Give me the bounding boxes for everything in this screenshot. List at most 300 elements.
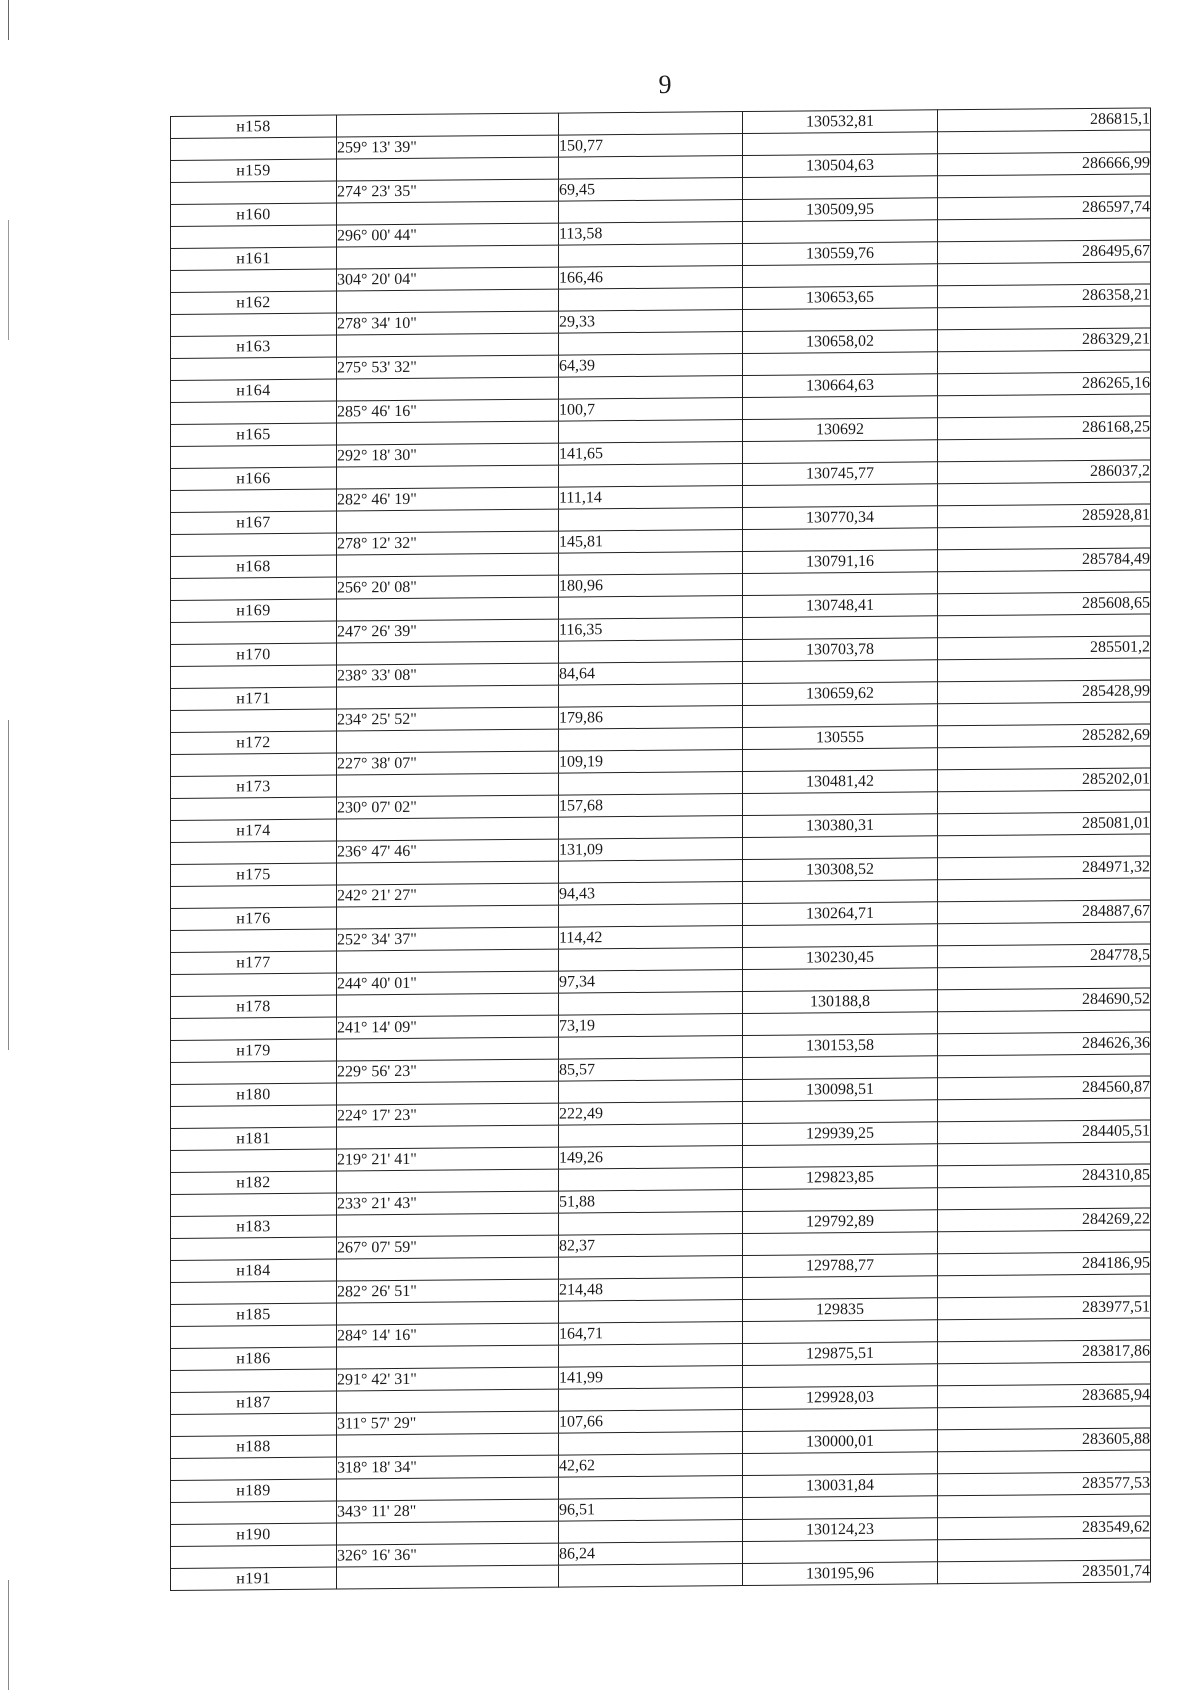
angle-cell xyxy=(337,773,559,797)
angle-cell: 284° 14' 16" xyxy=(337,1323,559,1347)
length-cell xyxy=(559,596,743,620)
length-cell: 150,77 xyxy=(559,134,743,158)
length-cell xyxy=(559,992,743,1016)
y-coordinate-cell xyxy=(938,1450,1151,1474)
y-coordinate-cell xyxy=(938,394,1151,418)
length-cell: 86,24 xyxy=(559,1542,743,1566)
length-cell: 64,39 xyxy=(559,354,743,378)
y-coordinate-cell: 284971,32 xyxy=(938,856,1151,880)
length-cell xyxy=(559,728,743,752)
angle-cell: 236° 47' 46" xyxy=(337,839,559,863)
length-cell xyxy=(559,1476,743,1500)
y-coordinate-cell: 284626,36 xyxy=(938,1032,1151,1056)
angle-cell: 282° 46' 19" xyxy=(337,487,559,511)
x-coordinate-cell xyxy=(743,1144,938,1168)
x-coordinate-cell xyxy=(743,748,938,772)
angle-cell xyxy=(337,685,559,709)
length-cell: 166,46 xyxy=(559,266,743,290)
angle-cell xyxy=(337,509,559,533)
angle-cell: 282° 26' 51" xyxy=(337,1279,559,1303)
x-coordinate-cell: 130692 xyxy=(743,418,938,442)
point-name-cell: н185 xyxy=(171,1303,337,1326)
x-coordinate-cell xyxy=(743,968,938,992)
point-name-cell: н191 xyxy=(171,1567,337,1590)
point-name-cell xyxy=(171,1325,337,1348)
y-coordinate-cell: 284887,67 xyxy=(938,900,1151,924)
x-coordinate-cell xyxy=(743,132,938,156)
length-cell xyxy=(559,1344,743,1368)
y-coordinate-cell: 285428,99 xyxy=(938,680,1151,704)
length-cell: 84,64 xyxy=(559,662,743,686)
length-cell: 107,66 xyxy=(559,1410,743,1434)
y-coordinate-cell xyxy=(938,306,1151,330)
angle-cell: 242° 21' 27" xyxy=(337,883,559,907)
y-coordinate-cell xyxy=(938,966,1151,990)
point-name-cell xyxy=(171,313,337,336)
angle-cell xyxy=(337,201,559,225)
x-coordinate-cell: 130745,77 xyxy=(743,462,938,486)
point-name-cell xyxy=(171,1457,337,1480)
x-coordinate-cell xyxy=(743,1452,938,1476)
x-coordinate-cell: 130664,63 xyxy=(743,374,938,398)
y-coordinate-cell xyxy=(938,482,1151,506)
y-coordinate-cell: 284778,5 xyxy=(938,944,1151,968)
point-name-cell xyxy=(171,1149,337,1172)
angle-cell: 278° 34' 10" xyxy=(337,311,559,335)
angle-cell xyxy=(337,1565,559,1589)
x-coordinate-cell: 130031,84 xyxy=(743,1474,938,1498)
length-cell xyxy=(559,552,743,576)
x-coordinate-cell xyxy=(743,1056,938,1080)
x-coordinate-cell xyxy=(743,176,938,200)
point-name-cell: н158 xyxy=(171,115,337,138)
x-coordinate-cell: 130555 xyxy=(743,726,938,750)
x-coordinate-cell: 130098,51 xyxy=(743,1078,938,1102)
length-cell xyxy=(559,112,743,136)
length-cell xyxy=(559,772,743,796)
y-coordinate-cell xyxy=(938,1318,1151,1342)
point-name-cell xyxy=(171,973,337,996)
point-name-cell xyxy=(171,489,337,512)
point-name-cell xyxy=(171,137,337,160)
point-name-cell xyxy=(171,269,337,292)
angle-cell: 275° 53' 32" xyxy=(337,355,559,379)
angle-cell: 219° 21' 41" xyxy=(337,1147,559,1171)
point-name-cell: н159 xyxy=(171,159,337,182)
point-name-cell xyxy=(171,621,337,644)
point-name-cell xyxy=(171,929,337,952)
angle-cell xyxy=(337,1169,559,1193)
y-coordinate-cell: 286495,67 xyxy=(938,240,1151,264)
angle-cell xyxy=(337,1301,559,1325)
length-cell: 82,37 xyxy=(559,1234,743,1258)
point-name-cell xyxy=(171,225,337,248)
length-cell: 51,88 xyxy=(559,1190,743,1214)
x-coordinate-cell: 130124,23 xyxy=(743,1518,938,1542)
point-name-cell: н168 xyxy=(171,555,337,578)
length-cell xyxy=(559,288,743,312)
angle-cell xyxy=(337,1257,559,1281)
length-cell xyxy=(559,376,743,400)
x-coordinate-cell xyxy=(743,1232,938,1256)
length-cell: 179,86 xyxy=(559,706,743,730)
y-coordinate-cell xyxy=(938,1186,1151,1210)
y-coordinate-cell: 286597,74 xyxy=(938,196,1151,220)
angle-cell xyxy=(337,377,559,401)
y-coordinate-cell xyxy=(938,834,1151,858)
length-cell: 157,68 xyxy=(559,794,743,818)
length-cell: 100,7 xyxy=(559,398,743,422)
y-coordinate-cell xyxy=(938,658,1151,682)
x-coordinate-cell xyxy=(743,616,938,640)
length-cell: 180,96 xyxy=(559,574,743,598)
x-coordinate-cell: 130188,8 xyxy=(743,990,938,1014)
point-name-cell: н182 xyxy=(171,1171,337,1194)
point-name-cell xyxy=(171,577,337,600)
angle-cell: 241° 14' 09" xyxy=(337,1015,559,1039)
length-cell: 42,62 xyxy=(559,1454,743,1478)
y-coordinate-cell: 283501,74 xyxy=(938,1560,1151,1584)
point-name-cell: н177 xyxy=(171,951,337,974)
angle-cell xyxy=(337,861,559,885)
point-name-cell: н188 xyxy=(171,1435,337,1458)
point-name-cell xyxy=(171,1061,337,1084)
length-cell xyxy=(559,1256,743,1280)
length-cell: 145,81 xyxy=(559,530,743,554)
y-coordinate-cell xyxy=(938,1098,1151,1122)
length-cell xyxy=(559,332,743,356)
point-name-cell xyxy=(171,1501,337,1524)
length-cell: 141,65 xyxy=(559,442,743,466)
x-coordinate-cell: 130195,96 xyxy=(743,1562,938,1586)
length-cell: 116,35 xyxy=(559,618,743,642)
x-coordinate-cell: 130230,45 xyxy=(743,946,938,970)
angle-cell: 224° 17' 23" xyxy=(337,1103,559,1127)
point-name-cell xyxy=(171,709,337,732)
point-name-cell: н176 xyxy=(171,907,337,930)
angle-cell xyxy=(337,949,559,973)
angle-cell: 238° 33' 08" xyxy=(337,663,559,687)
x-coordinate-cell: 130481,42 xyxy=(743,770,938,794)
y-coordinate-cell: 283549,62 xyxy=(938,1516,1151,1540)
x-coordinate-cell: 130658,02 xyxy=(743,330,938,354)
y-coordinate-cell: 285928,81 xyxy=(938,504,1151,528)
length-cell xyxy=(559,1564,743,1588)
y-coordinate-cell: 283685,94 xyxy=(938,1384,1151,1408)
x-coordinate-cell: 129875,51 xyxy=(743,1342,938,1366)
point-name-cell: н160 xyxy=(171,203,337,226)
point-name-cell: н187 xyxy=(171,1391,337,1414)
angle-cell xyxy=(337,597,559,621)
y-coordinate-cell xyxy=(938,174,1151,198)
y-coordinate-cell xyxy=(938,1538,1151,1562)
x-coordinate-cell xyxy=(743,1188,938,1212)
y-coordinate-cell xyxy=(938,702,1151,726)
point-name-cell: н175 xyxy=(171,863,337,886)
x-coordinate-cell: 130770,34 xyxy=(743,506,938,530)
angle-cell xyxy=(337,1037,559,1061)
scan-edge-mark xyxy=(8,720,9,1050)
coordinates-table-body xyxy=(171,108,1151,1591)
length-cell: 149,26 xyxy=(559,1146,743,1170)
angle-cell xyxy=(337,421,559,445)
point-name-cell xyxy=(171,1281,337,1304)
y-coordinate-cell xyxy=(938,1230,1151,1254)
angle-cell: 252° 34' 37" xyxy=(337,927,559,951)
angle-cell: 285° 46' 16" xyxy=(337,399,559,423)
y-coordinate-cell: 285282,69 xyxy=(938,724,1151,748)
angle-cell xyxy=(337,1433,559,1457)
angle-cell xyxy=(337,465,559,489)
length-cell xyxy=(559,816,743,840)
x-coordinate-cell xyxy=(743,1540,938,1564)
length-cell: 164,71 xyxy=(559,1322,743,1346)
length-cell xyxy=(559,1520,743,1544)
length-cell: 97,34 xyxy=(559,970,743,994)
point-name-cell xyxy=(171,533,337,556)
length-cell: 96,51 xyxy=(559,1498,743,1522)
x-coordinate-cell xyxy=(743,1012,938,1036)
point-name-cell xyxy=(171,1105,337,1128)
length-cell xyxy=(559,420,743,444)
y-coordinate-cell: 284690,52 xyxy=(938,988,1151,1012)
point-name-cell xyxy=(171,181,337,204)
point-name-cell: н189 xyxy=(171,1479,337,1502)
x-coordinate-cell: 130703,78 xyxy=(743,638,938,662)
y-coordinate-cell: 286329,21 xyxy=(938,328,1151,352)
length-cell: 114,42 xyxy=(559,926,743,950)
point-name-cell: н169 xyxy=(171,599,337,622)
y-coordinate-cell xyxy=(938,1406,1151,1430)
x-coordinate-cell xyxy=(743,264,938,288)
x-coordinate-cell: 130532,81 xyxy=(743,110,938,134)
angle-cell xyxy=(337,1213,559,1237)
angle-cell: 234° 25' 52" xyxy=(337,707,559,731)
x-coordinate-cell: 130000,01 xyxy=(743,1430,938,1454)
x-coordinate-cell xyxy=(743,1320,938,1344)
angle-cell xyxy=(337,641,559,665)
point-name-cell xyxy=(171,1545,337,1568)
angle-cell xyxy=(337,1521,559,1545)
y-coordinate-cell xyxy=(938,1142,1151,1166)
point-name-cell xyxy=(171,1413,337,1436)
angle-cell xyxy=(337,1389,559,1413)
y-coordinate-cell xyxy=(938,614,1151,638)
y-coordinate-cell: 284405,51 xyxy=(938,1120,1151,1144)
point-name-cell: н183 xyxy=(171,1215,337,1238)
angle-cell: 318° 18' 34" xyxy=(337,1455,559,1479)
y-coordinate-cell: 283977,51 xyxy=(938,1296,1151,1320)
point-name-cell: н190 xyxy=(171,1523,337,1546)
x-coordinate-cell xyxy=(743,880,938,904)
y-coordinate-cell xyxy=(938,1010,1151,1034)
y-coordinate-cell: 284186,95 xyxy=(938,1252,1151,1276)
x-coordinate-cell: 129928,03 xyxy=(743,1386,938,1410)
y-coordinate-cell: 284560,87 xyxy=(938,1076,1151,1100)
angle-cell xyxy=(337,553,559,577)
point-name-cell: н163 xyxy=(171,335,337,358)
y-coordinate-cell xyxy=(938,878,1151,902)
y-coordinate-cell xyxy=(938,438,1151,462)
y-coordinate-cell: 286666,99 xyxy=(938,152,1151,176)
length-cell xyxy=(559,948,743,972)
angle-cell: 326° 16' 36" xyxy=(337,1543,559,1567)
x-coordinate-cell: 129939,25 xyxy=(743,1122,938,1146)
length-cell: 113,58 xyxy=(559,222,743,246)
angle-cell: 304° 20' 04" xyxy=(337,267,559,291)
length-cell: 29,33 xyxy=(559,310,743,334)
length-cell: 109,19 xyxy=(559,750,743,774)
y-coordinate-cell: 285608,65 xyxy=(938,592,1151,616)
x-coordinate-cell xyxy=(743,1408,938,1432)
x-coordinate-cell: 130559,76 xyxy=(743,242,938,266)
point-name-cell: н161 xyxy=(171,247,337,270)
x-coordinate-cell: 129792,89 xyxy=(743,1210,938,1234)
y-coordinate-cell: 283817,86 xyxy=(938,1340,1151,1364)
point-name-cell: н170 xyxy=(171,643,337,666)
length-cell xyxy=(559,684,743,708)
x-coordinate-cell xyxy=(743,440,938,464)
y-coordinate-cell: 283605,88 xyxy=(938,1428,1151,1452)
y-coordinate-cell: 283577,53 xyxy=(938,1472,1151,1496)
point-name-cell: н181 xyxy=(171,1127,337,1150)
x-coordinate-cell: 130504,63 xyxy=(743,154,938,178)
point-name-cell xyxy=(171,797,337,820)
length-cell xyxy=(559,860,743,884)
length-cell xyxy=(559,1212,743,1236)
point-name-cell: н162 xyxy=(171,291,337,314)
y-coordinate-cell: 285081,01 xyxy=(938,812,1151,836)
length-cell: 131,09 xyxy=(559,838,743,862)
point-name-cell: н164 xyxy=(171,379,337,402)
x-coordinate-cell: 130264,71 xyxy=(743,902,938,926)
angle-cell: 291° 42' 31" xyxy=(337,1367,559,1391)
y-coordinate-cell xyxy=(938,1054,1151,1078)
x-coordinate-cell xyxy=(743,308,938,332)
point-name-cell: н174 xyxy=(171,819,337,842)
x-coordinate-cell: 130509,95 xyxy=(743,198,938,222)
length-cell: 69,45 xyxy=(559,178,743,202)
x-coordinate-cell: 129835 xyxy=(743,1298,938,1322)
x-coordinate-cell: 130791,16 xyxy=(743,550,938,574)
x-coordinate-cell xyxy=(743,484,938,508)
y-coordinate-cell: 286815,1 xyxy=(938,108,1151,132)
length-cell: 94,43 xyxy=(559,882,743,906)
point-name-cell xyxy=(171,885,337,908)
x-coordinate-cell: 130653,65 xyxy=(743,286,938,310)
y-coordinate-cell: 286358,21 xyxy=(938,284,1151,308)
length-cell: 141,99 xyxy=(559,1366,743,1390)
y-coordinate-cell xyxy=(938,790,1151,814)
y-coordinate-cell xyxy=(938,1274,1151,1298)
length-cell xyxy=(559,244,743,268)
x-coordinate-cell: 130380,31 xyxy=(743,814,938,838)
page-number: 9 xyxy=(658,70,672,99)
angle-cell: 292° 18' 30" xyxy=(337,443,559,467)
point-name-cell xyxy=(171,753,337,776)
angle-cell xyxy=(337,333,559,357)
point-name-cell xyxy=(171,841,337,864)
length-cell: 214,48 xyxy=(559,1278,743,1302)
length-cell xyxy=(559,1080,743,1104)
x-coordinate-cell xyxy=(743,396,938,420)
coordinates-table xyxy=(170,107,1151,1591)
y-coordinate-cell: 284269,22 xyxy=(938,1208,1151,1232)
angle-cell xyxy=(337,1477,559,1501)
y-coordinate-cell xyxy=(938,262,1151,286)
angle-cell: 229° 56' 23" xyxy=(337,1059,559,1083)
angle-cell: 230° 07' 02" xyxy=(337,795,559,819)
x-coordinate-cell xyxy=(743,1276,938,1300)
x-coordinate-cell: 130308,52 xyxy=(743,858,938,882)
scan-edge-mark xyxy=(8,220,9,340)
y-coordinate-cell xyxy=(938,526,1151,550)
length-cell xyxy=(559,200,743,224)
angle-cell: 278° 12' 32" xyxy=(337,531,559,555)
length-cell: 111,14 xyxy=(559,486,743,510)
angle-cell xyxy=(337,1345,559,1369)
length-cell: 73,19 xyxy=(559,1014,743,1038)
y-coordinate-cell xyxy=(938,922,1151,946)
length-cell xyxy=(559,904,743,928)
point-name-cell: н171 xyxy=(171,687,337,710)
angle-cell: 274° 23' 35" xyxy=(337,179,559,203)
angle-cell xyxy=(337,1125,559,1149)
angle-cell: 247° 26' 39" xyxy=(337,619,559,643)
y-coordinate-cell xyxy=(938,130,1151,154)
length-cell xyxy=(559,508,743,532)
x-coordinate-cell: 130748,41 xyxy=(743,594,938,618)
point-name-cell: н166 xyxy=(171,467,337,490)
point-name-cell xyxy=(171,401,337,424)
x-coordinate-cell xyxy=(743,1364,938,1388)
angle-cell xyxy=(337,289,559,313)
length-cell xyxy=(559,1432,743,1456)
length-cell xyxy=(559,156,743,180)
y-coordinate-cell: 285202,01 xyxy=(938,768,1151,792)
x-coordinate-cell xyxy=(743,792,938,816)
x-coordinate-cell xyxy=(743,1496,938,1520)
y-coordinate-cell: 284310,85 xyxy=(938,1164,1151,1188)
scan-edge-mark xyxy=(8,0,9,40)
length-cell xyxy=(559,1036,743,1060)
point-name-cell: н186 xyxy=(171,1347,337,1370)
length-cell xyxy=(559,1124,743,1148)
point-name-cell xyxy=(171,665,337,688)
x-coordinate-cell xyxy=(743,836,938,860)
y-coordinate-cell: 286037,2 xyxy=(938,460,1151,484)
angle-cell xyxy=(337,113,559,137)
x-coordinate-cell: 130153,58 xyxy=(743,1034,938,1058)
y-coordinate-cell xyxy=(938,218,1151,242)
angle-cell xyxy=(337,729,559,753)
angle-cell: 256° 20' 08" xyxy=(337,575,559,599)
point-name-cell xyxy=(171,357,337,380)
angle-cell xyxy=(337,905,559,929)
point-name-cell xyxy=(171,1017,337,1040)
angle-cell: 227° 38' 07" xyxy=(337,751,559,775)
point-name-cell: н172 xyxy=(171,731,337,754)
length-cell xyxy=(559,1388,743,1412)
angle-cell: 259° 13' 39" xyxy=(337,135,559,159)
y-coordinate-cell xyxy=(938,350,1151,374)
angle-cell xyxy=(337,157,559,181)
y-coordinate-cell xyxy=(938,1362,1151,1386)
point-name-cell: н178 xyxy=(171,995,337,1018)
length-cell xyxy=(559,464,743,488)
x-coordinate-cell xyxy=(743,220,938,244)
x-coordinate-cell xyxy=(743,1100,938,1124)
